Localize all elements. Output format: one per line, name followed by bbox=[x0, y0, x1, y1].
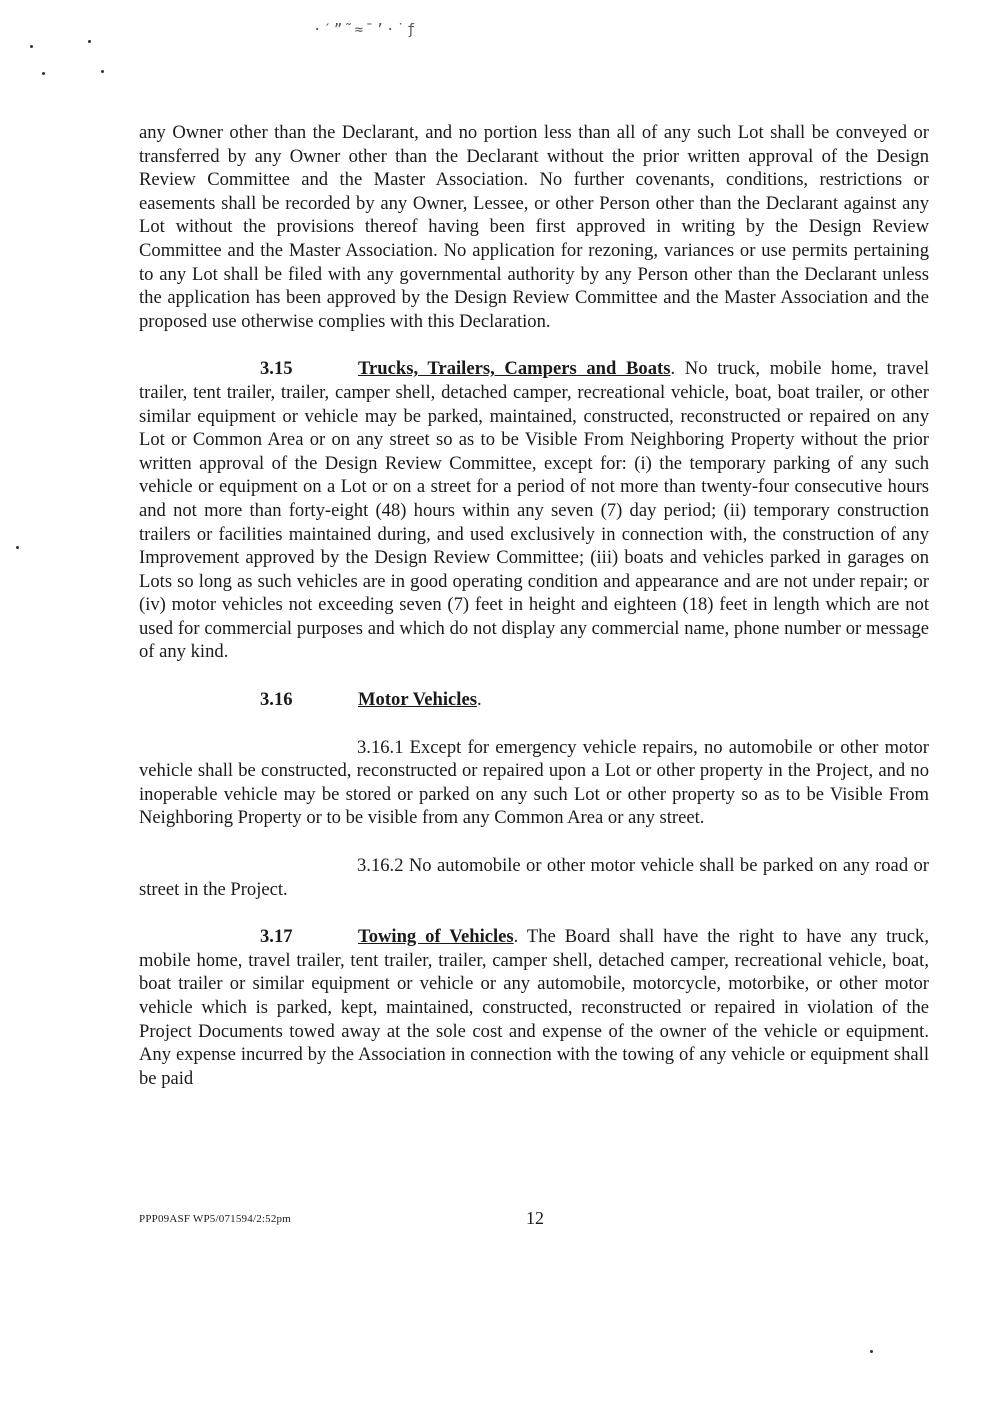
section-number: 3.15 bbox=[260, 358, 293, 380]
scan-artifact-mark: ·′”˜≈ˉ’·˙ƒ bbox=[313, 22, 418, 38]
subsection-text: Except for emergency vehicle repairs, no automobile or other motor vehicle shall be constructed, reconstructed or repaired upon a Lot or other property in the Project, and no inoperable vehicle may be stored or parked on any such Lot or other property so as to be Visible From Neighboring Property or to be visible from any Common Area or any street. bbox=[139, 736, 929, 829]
page-number: 12 bbox=[526, 1208, 544, 1228]
scan-speck bbox=[16, 546, 19, 549]
subsection-number: 3.16.2 bbox=[357, 855, 404, 877]
scan-speck bbox=[42, 72, 45, 75]
section-3-17: 3.17 Towing of Vehicles. The Board shall have the right to have any truck, mobile home, travel trailer, tent trailer, trailer, camper shell, detached camper, recreational vehicle, boat, boat trailer or similar equipment or vehicle or any automobile, motorcycle, motorbike, or other motor vehicle which is parked, kept, maintained, constructed, reconstructed or repaired in violation of the Project Documents towed away at the sole cost and expense of the owner of the vehicle or equipment. Any expense incurred by the Association in connection with the towing of any vehicle or equipment shall be paid bbox=[139, 926, 929, 1089]
subsection-number: 3.16.1 bbox=[357, 736, 404, 758]
subsection-3-16-1 bbox=[139, 736, 929, 830]
scan-speck bbox=[30, 45, 33, 48]
subsection-3-16-2 bbox=[139, 854, 929, 901]
section-number: 3.17 bbox=[260, 926, 293, 948]
scan-speck bbox=[101, 70, 104, 73]
section-3-15: 3.15 Trucks, Trailers, Campers and Boats. No truck, mobile home, travel trailer, tent trailer, trailer, camper shell, detached camper, recreational vehicle, boat, boat trailer, or other similar equipment or vehicle may be parked, maintained, constructed, reconstructed or repaired on any Lot or Common Area or on any street so as to be Visible From Neighboring Property without the prior written approval of the Design Review Committee, except for: (i) the temporary parking of any such vehicle or equipment on a Lot or on a street for a period of not more than twenty-four consecutive hours and not more than forty-eight (48) hours within any seven (7) day period; (ii) temporary construction trailers or facilities maintained during, and used exclusively in connection with, the construction of any Improvement approved by the Design Review Committee; (iii) boats and vehicles parked in garages on Lots so long as such vehicles are in good operating condition and appearance and are not under repair; or (iv) motor vehicles not exceeding seven (7) feet in height and eighteen (18) feet in length which are not used for commercial purposes and which do not display any commercial name, phone number or message of any kind. bbox=[139, 358, 930, 663]
scan-speck bbox=[88, 40, 91, 43]
section-title: Motor Vehicles bbox=[358, 689, 477, 711]
subsection-text: No automobile or other motor vehicle shall be parked on any road or street in the Project. bbox=[139, 855, 929, 900]
section-text: No truck, mobile home, travel trailer, tent trailer, trailer, camper shell, detached camper, recreational vehicle, boat, boat trailer, or other similar equipment or vehicle may be parked, maintained, constructed, reconstructed or repaired on any Lot or Common Area or on any street so as to be Visible From Neighboring Property without the prior written approval of the Design Review Committee, except for: (i) the temporary parking of any such vehicle or equipment on a Lot or on a street for a period of not more than twenty-four consecutive hours and not more than forty-eight (48) hours within any seven (7) day period; (ii) temporary construction trailers or facilities maintained during, and used exclusively in connection with, the construction of any Improvement approved by the Design Review Committee; (iii) boats and vehicles parked in garages on Lots so long as such vehicles are in good operating condition and appearance and are not under repair; or (iv) motor vehicles not exceeding seven (7) feet in height and eighteen (18) feet in length which are not used for commercial purposes and which do not display any commercial name, phone number or message of any kind. bbox=[139, 358, 930, 663]
continuation-paragraph: any Owner other than the Declarant, and no portion less than all of any such Lot shall be conveyed or transferred by any Owner other than the Declarant without the prior written approval of the Design Review Committee and the Master Association. No further covenants, conditions, restrictions or easements shall be recorded by any Owner, Lessee, or other Person other than the Declarant against any Lot without the provisions thereof having been first approved in writing by the Design Review Committee and the Master Association. No application for rezoning, variances or use permits pertaining to any Lot shall be filed with any governmental authority by any Person other than the Declarant unless the application has been approved by the Design Review Committee and the Master Association and the proposed use otherwise complies with this Declaration. bbox=[139, 122, 929, 332]
section-text: The Board shall have the right to have any truck, mobile home, travel trailer, tent trailer, trailer, camper shell, detached camper, recreational vehicle, boat, boat trailer or similar equipment or vehicle or any automobile, motorcycle, motorbike, or other motor vehicle which is parked, kept, maintained, constructed, reconstructed or repaired in violation of the Project Documents towed away at the sole cost and expense of the owner of the vehicle or equipment. Any expense incurred by the Association in connection with the towing of any vehicle or equipment shall be paid bbox=[139, 926, 929, 1089]
section-number: 3.16 bbox=[260, 689, 293, 711]
section-title: Trucks, Trailers, Campers and Boats bbox=[358, 358, 671, 380]
scan-speck bbox=[870, 1350, 873, 1353]
document-id-footer: PPP09ASF WP5/071594/2:52pm bbox=[139, 1213, 292, 1225]
section-title: Towing of Vehicles bbox=[358, 926, 514, 948]
section-3-16: 3.16 Motor Vehicles. bbox=[139, 688, 929, 712]
document-body bbox=[139, 121, 929, 1114]
